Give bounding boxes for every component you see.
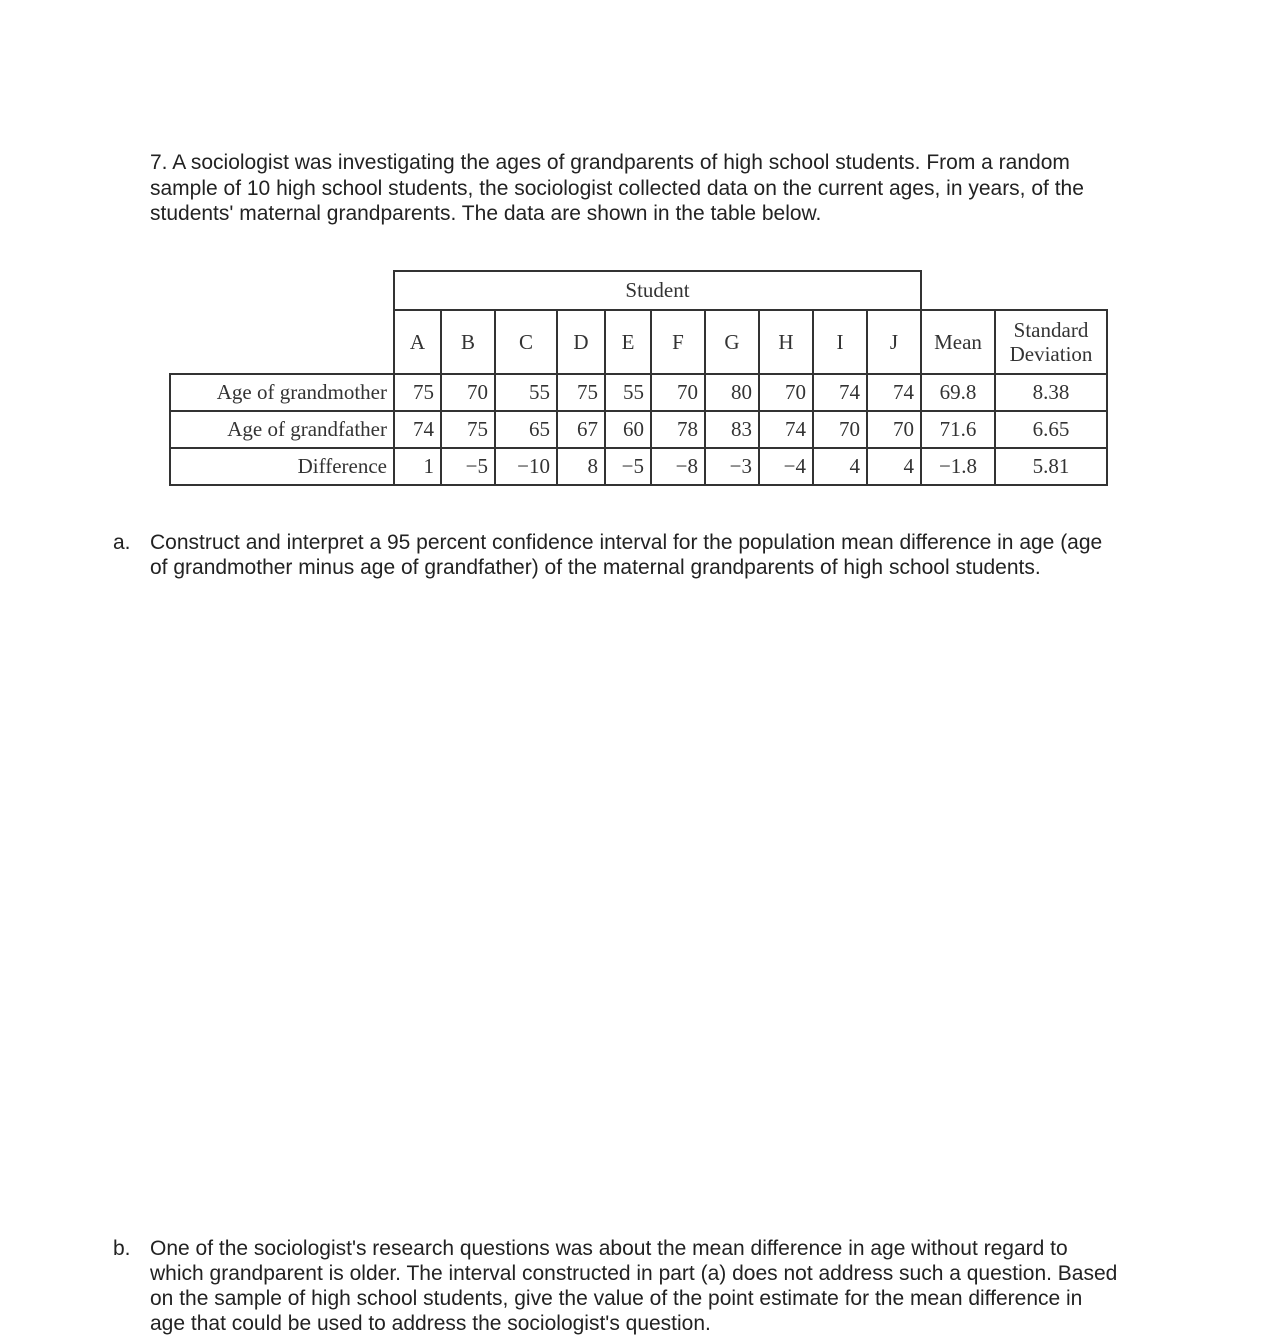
table-group-header-row: [170, 271, 1107, 310]
row-label: Difference: [170, 448, 394, 485]
table-cell: 70: [813, 411, 867, 448]
part-b-text: One of the sociologist's research questions was about the mean difference in age without regard to which grandparent is older. The interval constructed in part (a) does not address such a question. Based on the sample of high school students, give the value of the point estimate for the mean difference in age that could be used to address the sociologist's question.: [150, 1237, 1118, 1335]
table-cell: 78: [651, 411, 705, 448]
table-cell: −3: [705, 448, 759, 485]
sd-header-line-1: Standard: [1013, 318, 1089, 342]
mean-cell: 71.6: [921, 411, 995, 448]
column-header-student: D: [557, 310, 605, 374]
column-header-student: G: [705, 310, 759, 374]
sd-header-line-2: Deviation: [1009, 342, 1093, 366]
table-cell: 4: [813, 448, 867, 485]
table-cell: 4: [867, 448, 921, 485]
table-cell: 70: [867, 411, 921, 448]
part-b-label: b.: [113, 1237, 131, 1260]
table-cell: 67: [557, 411, 605, 448]
mean-cell: 69.8: [921, 374, 995, 411]
table-row-grandmother: [170, 374, 1107, 411]
table-cell: 74: [394, 411, 441, 448]
column-header-student: H: [759, 310, 813, 374]
column-header-student: C: [495, 310, 557, 374]
question-part-b: [113, 1236, 1123, 1336]
table-cell: 8: [557, 448, 605, 485]
sd-cell: 8.38: [995, 374, 1107, 411]
table-cell: 70: [441, 374, 495, 411]
table-cell: 55: [495, 374, 557, 411]
table-cell: −5: [441, 448, 495, 485]
column-header-standard-deviation: [995, 310, 1107, 374]
row-label: Age of grandfather: [170, 411, 394, 448]
column-header-student: E: [605, 310, 651, 374]
table-cell: 55: [605, 374, 651, 411]
part-a-label: a.: [113, 531, 131, 554]
table-row-grandfather: [170, 411, 1107, 448]
table-cell: 74: [813, 374, 867, 411]
part-a-text: Construct and interpret a 95 percent confidence interval for the population mean difference in age (age of grandmother minus age of grandfather) of the maternal grandparents of high school students.: [150, 531, 1103, 579]
table-cell: 83: [705, 411, 759, 448]
column-header-student: J: [867, 310, 921, 374]
question-intro: 7. A sociologist was investigating the ages of grandparents of high school students. From a random sample of 10 high school students, the sociologist collected data on the current ages, in years, of the students' maternal grandparents. The data are shown in the table below.: [150, 151, 1084, 225]
table-cell: 74: [867, 374, 921, 411]
table-corner-cell: [170, 271, 394, 310]
sd-cell: 5.81: [995, 448, 1107, 485]
table-cell: 75: [441, 411, 495, 448]
column-header-student: B: [441, 310, 495, 374]
table-cell: 74: [759, 411, 813, 448]
table-cell: 75: [394, 374, 441, 411]
table-cell: 70: [651, 374, 705, 411]
age-data-table: [169, 270, 1108, 486]
table-cell: 60: [605, 411, 651, 448]
student-group-header: Student: [394, 271, 921, 310]
column-header-student: I: [813, 310, 867, 374]
row-label: Age of grandmother: [170, 374, 394, 411]
table-empty-header-cell: [921, 271, 1107, 310]
table-cell: 80: [705, 374, 759, 411]
table-column-header-row: [170, 310, 1107, 374]
table-cell: −5: [605, 448, 651, 485]
mean-cell: −1.8: [921, 448, 995, 485]
table-cell: −4: [759, 448, 813, 485]
column-header-mean: Mean: [921, 310, 995, 374]
column-header-student: A: [394, 310, 441, 374]
column-header-student: F: [651, 310, 705, 374]
table-label-header-cell: [170, 310, 394, 374]
table-row-difference: [170, 448, 1107, 485]
table-cell: −10: [495, 448, 557, 485]
sd-cell: 6.65: [995, 411, 1107, 448]
table-cell: 65: [495, 411, 557, 448]
question-part-a: [113, 530, 1123, 580]
table-cell: −8: [651, 448, 705, 485]
table-cell: 70: [759, 374, 813, 411]
table-cell: 1: [394, 448, 441, 485]
table-cell: 75: [557, 374, 605, 411]
